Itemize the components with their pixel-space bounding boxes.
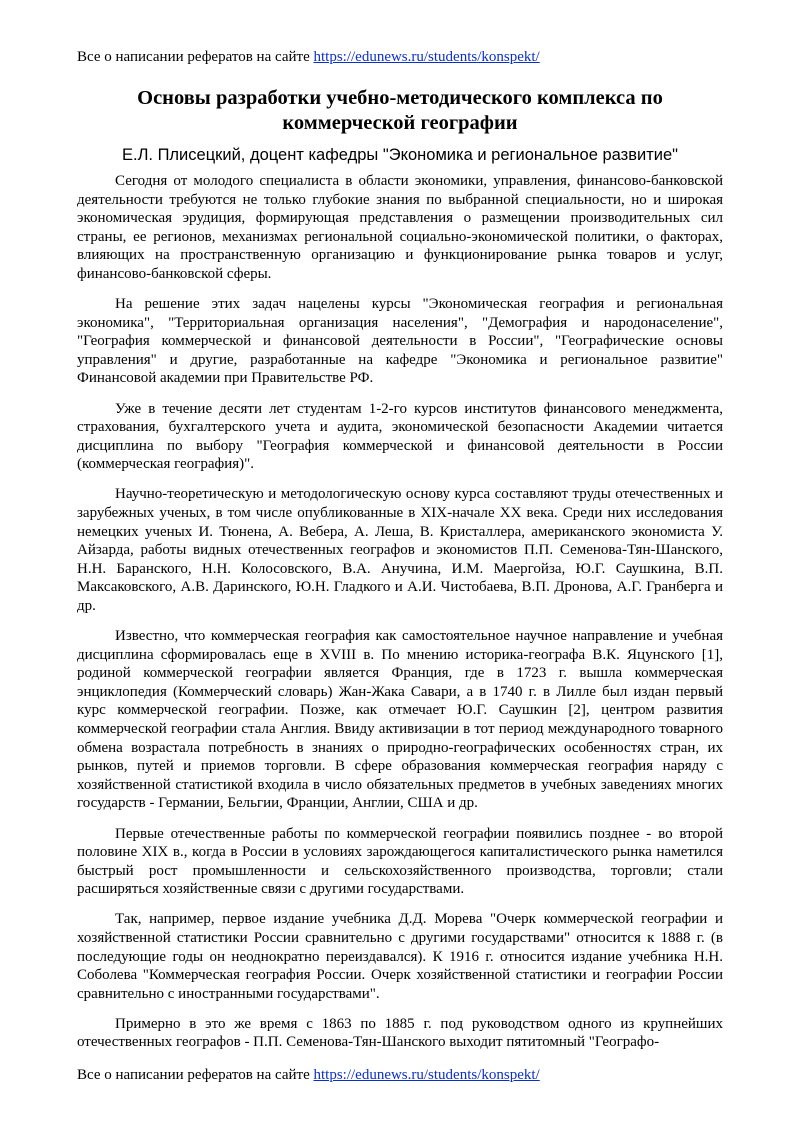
author-line: Е.Л. Плисецкий, доцент кафедры "Экономика и региональное развитие" — [121, 146, 679, 164]
running-footer — [77, 1066, 540, 1084]
footer-site-link[interactable]: https://edunews.ru/students/konspekt/ — [313, 1067, 540, 1083]
footer-prefix: Все о написании рефератов на сайте — [77, 1067, 314, 1083]
paragraph-7: Так, например, первое издание учебника Д.Д. Морева "Очерк коммерческой географии и хозяйственной статистики России сравнительно с другими государствами" относится к 1888 г. (в последующие годы он неоднократно переиздавался). К 1916 г. относится издание учебника Н.Н. Соболева "Коммерческая география России. Очерк хозяйственной статистики и географии России сравнительно с иностранными государствами". — [77, 911, 723, 1002]
paragraph-5: Известно, что коммерческая география как самостоятельное научное направление и учебная дисциплина сформировалась еще в XVIII в. По мнению историка-географа В.К. Яцунского [1], родиной коммерческой географии является Франция, где в 1723 г. вышла коммерческая энциклопедия (Коммерческий словарь) Жан-Жака Савари, а в 1740 г. в Лилле был издан первый курс коммерческой географии. Позже, как отмечает Ю.Г. Саушкин [2], центром развития коммерческой географии стала Англия. Ввиду активизации в тот период международного товарного обмена возрастала потребность в знаниях о природно-географических особенностях стран, их рынков, путей и приемов торговли. В сфере образования коммерческая география наряду с хозяйственной статистикой входила в число обязательных предметов в учебных заведениях многих государств - Германии, Бельгии, Франции, Англии, США и др. — [77, 628, 723, 812]
paragraph-2: На решение этих задач нацелены курсы "Экономическая география и региональная экономика", "Территориальная организация населения", "Демография и народонаселение", "География коммерческой и финансовой деятельности в России", "Географические основы управления" и другие, разработанные на кафедре "Экономика и региональное развитие" Финансовой академии при Правительстве РФ. — [77, 296, 723, 387]
body-text — [77, 172, 723, 1064]
paragraph-4: Научно-теоретическую и методологическую основу курса составляют труды отечественных и зарубежных ученых, в том числе опубликованные в XIX-начале XX века. Среди них исследования немецких ученых И. Тюнена, А. Вебера, А. Леша, В. Кристаллера, американского экономиста У. Айзарда, работы видных отечественных географов и экономистов П.П. Семенова-Тян-Шанского, Н.Н. Баранского, Н.Н. Колосовского, В.А. Анучина, И.М. Маергойза, Ю.Г. Саушкина, В.П. Максаковского, А.В. Даринского, Ю.Н. Гладкого и А.И. Чистобаева, В.П. Дронова, А.Г. Гранберга и др. — [77, 486, 723, 614]
paragraph-8: Примерно в это же время с 1863 по 1885 г. под руководством одного из крупнейших отечественных географов - П.П. Семенова-Тян-Шанского выходит пятитомный "Географо- — [77, 1015, 723, 1051]
paragraph-3: Уже в течение десяти лет студентам 1-2-го курсов институтов финансового менеджмента, страхования, бухгалтерского учета и аудита, экономической безопасности Академии читается дисциплина по выбору "География коммерческой и финансовой деятельности в России (коммерческая география)". — [77, 400, 723, 473]
header-prefix: Все о написании рефератов на сайте — [77, 49, 314, 65]
paragraph-1: Сегодня от молодого специалиста в области экономики, управления, финансово-банковской деятельности требуются не только глубокие знания по выбранной специальности, но и широкая экономическая эрудиция, формирующая представления о размещении производительных сил страны, ее регионов, механизмах региональной социально-экономической политики, о факторах, влияющих на пространственную организацию и функционирование рынка товаров и услуг, финансово-банковской сферы. — [77, 173, 723, 282]
document-title: Основы разработки учебно-методического комплекса по коммерческой географии — [137, 87, 663, 134]
running-header — [77, 48, 540, 66]
paragraph-6: Первые отечественные работы по коммерческой географии появились позднее - во второй половине XIX в., когда в России в условиях зарождающегося капиталистического рынка наметился быстрый рост промышленности и сельскохозяйственного производства, торговли; стали расширяться хозяйственные связи с другими государствами. — [77, 825, 723, 898]
header-site-link[interactable]: https://edunews.ru/students/konspekt/ — [313, 49, 540, 65]
